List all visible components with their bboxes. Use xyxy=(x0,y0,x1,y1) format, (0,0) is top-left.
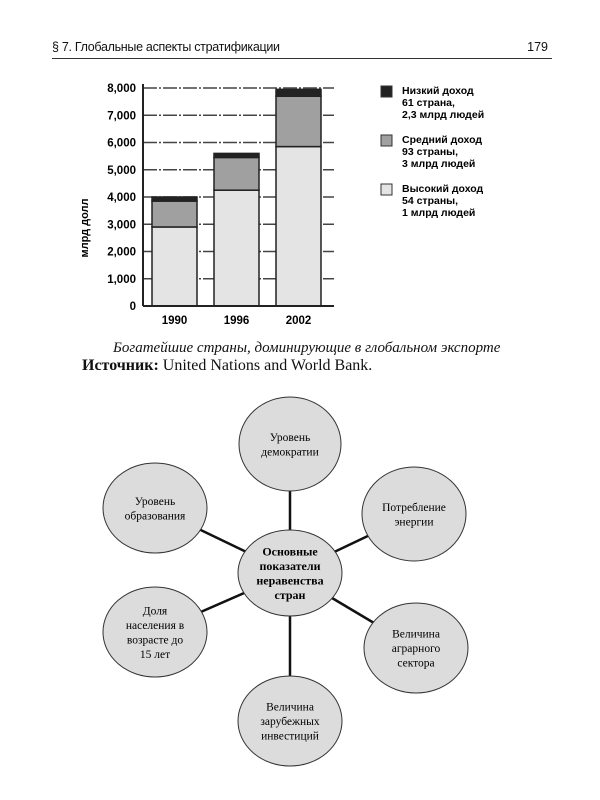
y-tick-label: 4,000 xyxy=(107,192,136,204)
legend xyxy=(381,85,484,219)
node-investment xyxy=(238,676,342,766)
legend-label: 93 страны, xyxy=(402,146,459,158)
legend-label: 3 млрд людей xyxy=(402,158,476,170)
node-democracy xyxy=(239,397,341,491)
y-tick-label: 3,000 xyxy=(107,219,136,232)
bar-segment xyxy=(214,190,259,306)
node-label: энергии xyxy=(394,516,434,529)
bar-segment xyxy=(276,96,321,146)
node-label: Уровень xyxy=(269,431,311,444)
bar-segment xyxy=(276,89,321,96)
running-header xyxy=(52,38,552,59)
source-label: Источник: xyxy=(82,357,159,374)
y-axis-label: млрд долл xyxy=(79,198,91,258)
node-label: возрасте до xyxy=(126,634,184,647)
legend-label: 1 млрд людей xyxy=(402,207,476,219)
stacked-bar-chart xyxy=(0,70,600,335)
node-label: сектора xyxy=(397,657,435,670)
legend-swatch xyxy=(381,135,392,146)
bars xyxy=(152,89,321,306)
node-label: Уровень xyxy=(134,495,176,508)
node-label: зарубежных xyxy=(260,716,320,728)
bar-segment xyxy=(152,227,197,306)
node-energy xyxy=(362,467,466,561)
bar-segment xyxy=(276,147,321,306)
figure-caption: Богатейшие страны, доминирующие в глобальном экспорте xyxy=(113,340,501,356)
x-tick-label: 1990 xyxy=(161,315,188,327)
node-label: демократии xyxy=(261,446,319,459)
section-title: § 7. Глобальные аспекты стратификации xyxy=(52,40,280,54)
node-label: Потребление xyxy=(382,501,446,514)
y-tick-label: 8,000 xyxy=(107,83,136,95)
legend-label: 54 страны, xyxy=(402,195,459,207)
legend-label: Низкий доход xyxy=(402,85,474,97)
node-label: стран xyxy=(274,587,306,602)
legend-label: Высокий доход xyxy=(402,183,484,195)
x-tick-label: 1996 xyxy=(223,315,250,327)
page-number: 179 xyxy=(527,40,548,54)
node-label: Величина xyxy=(392,628,440,641)
legend-label: 2,3 млрд людей xyxy=(402,109,485,121)
node-label: образования xyxy=(124,510,186,523)
y-tick-label: 1,000 xyxy=(107,273,136,286)
diagram-nodes xyxy=(103,397,468,766)
x-axis-ticks xyxy=(162,315,312,327)
bar-segment xyxy=(214,157,259,190)
node-youth xyxy=(103,587,207,677)
node-label: показатели xyxy=(259,558,321,573)
node-ellipse xyxy=(103,463,207,553)
node-education xyxy=(103,463,207,553)
node-agrarian xyxy=(364,603,468,693)
y-tick-label: 2,000 xyxy=(107,246,136,259)
node-ellipse xyxy=(103,587,207,677)
node-label: инвестиций xyxy=(261,730,319,743)
node-ellipse xyxy=(362,467,466,561)
y-axis-ticks xyxy=(107,83,136,313)
legend-label: 61 страна, xyxy=(402,97,455,109)
bar-segment xyxy=(214,153,259,157)
bar-segment xyxy=(152,201,197,227)
x-tick-label: 2002 xyxy=(285,315,312,327)
inequality-indicators-diagram xyxy=(0,390,600,790)
node-label: аграрного xyxy=(391,643,441,655)
node-label: Доля xyxy=(142,605,168,618)
node-label: Основные xyxy=(262,544,318,559)
y-tick-label: 7,000 xyxy=(107,110,136,123)
node-label: 15 лет xyxy=(139,648,171,661)
source-text: United Nations and World Bank. xyxy=(158,357,373,374)
y-tick-label: 6,000 xyxy=(107,137,136,150)
node-label: Величина xyxy=(266,701,314,714)
node-center xyxy=(238,530,342,616)
y-tick-label: 5,000 xyxy=(107,164,136,177)
legend-swatch xyxy=(381,184,392,195)
legend-swatch xyxy=(381,86,392,97)
node-ellipse xyxy=(239,397,341,491)
y-tick-label: 0 xyxy=(129,301,136,313)
legend-label: Средний доход xyxy=(402,134,483,146)
bar-segment xyxy=(152,197,197,201)
node-label: населения в xyxy=(125,619,185,632)
node-label: неравенства xyxy=(256,573,324,588)
figure-source xyxy=(82,357,372,375)
